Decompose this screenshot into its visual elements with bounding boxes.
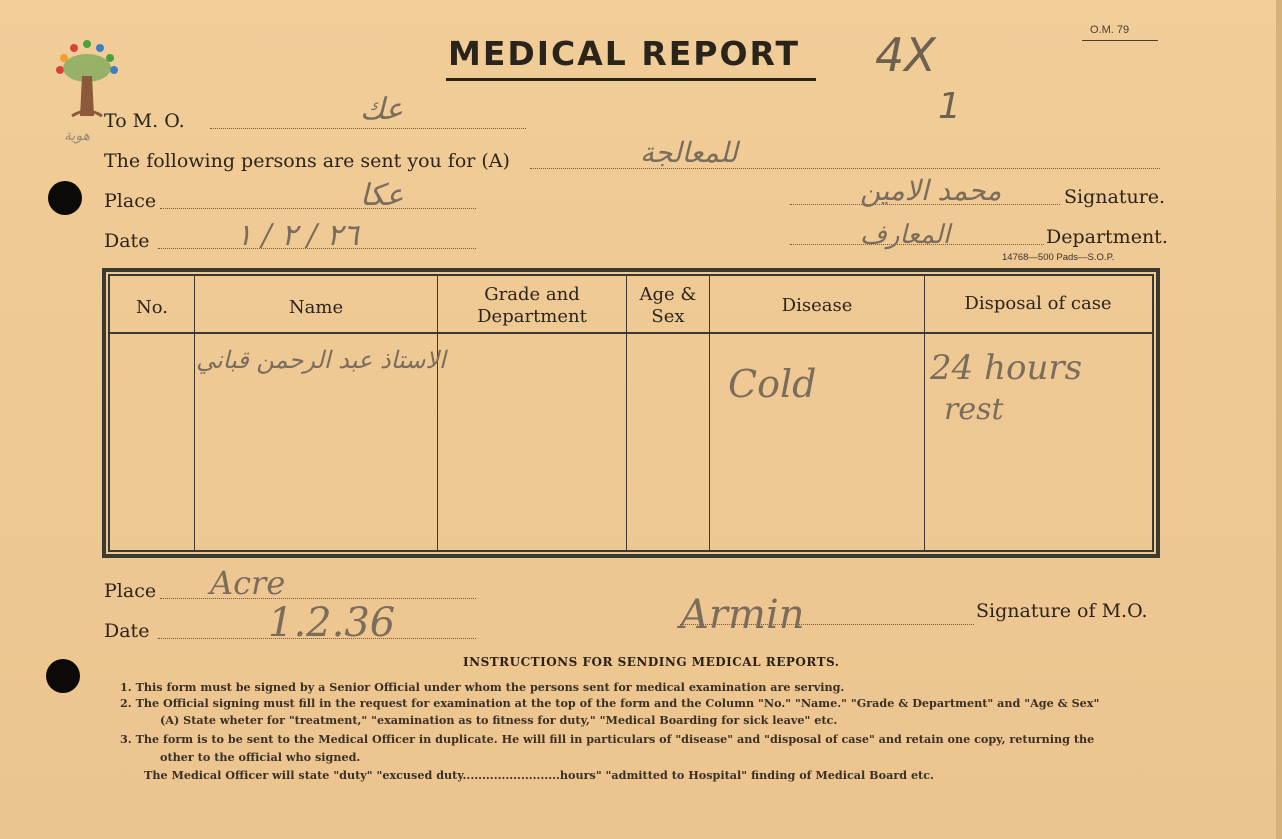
handwritten-ref-subnumber: 1 xyxy=(938,86,961,127)
row-disposal-value-2: rest xyxy=(944,392,1004,427)
title-underline xyxy=(446,78,816,81)
col-header-grade-line1: Grade and xyxy=(484,284,580,305)
to-mo-line xyxy=(210,128,526,129)
col-divider xyxy=(924,276,925,550)
following-label: The following persons are sent you for (A) xyxy=(104,150,510,172)
printer-note: 14768—500 Pads—S.O.P. xyxy=(1002,252,1115,263)
department-value: المعارف xyxy=(860,220,951,250)
form-code: O.M. 79 xyxy=(1090,24,1130,36)
mo-place-label: Place xyxy=(104,580,157,602)
purpose-line xyxy=(530,168,1160,169)
row-disposal-value-1: 24 hours xyxy=(930,348,1083,388)
handwritten-ref-number: 4X xyxy=(875,28,936,82)
department-label: Department. xyxy=(1046,226,1168,248)
purpose-value: للمعالجة xyxy=(640,136,738,169)
col-header-disposal: Disposal of case xyxy=(964,293,1112,314)
date-label: Date xyxy=(104,230,150,252)
place-label: Place xyxy=(104,190,157,212)
mo-place-value: Acre xyxy=(210,564,286,602)
instruction-item-3: 3. The form is to be sent to the Medical Officer in duplicate. He will fill in particulars of "disease" and "disposal of case" and retain one copy, returning the xyxy=(120,732,1095,746)
row-name-value: الاستاذ عبد الرحمن قباني xyxy=(196,346,446,374)
col-header-name: Name xyxy=(288,297,344,318)
mo-signature-value: Armin xyxy=(680,592,805,638)
instruction-item-3b: other to the official who signed. xyxy=(160,750,361,764)
page-title: MEDICAL REPORT xyxy=(448,34,800,73)
mo-date-label: Date xyxy=(104,620,150,642)
signature-value: محمد الامين xyxy=(860,174,1002,207)
punch-hole xyxy=(48,181,82,215)
instruction-item-1: 1. This form must be signed by a Senior Official under whom the persons sent for medical examination are serving. xyxy=(120,680,845,694)
instructions-title: INSTRUCTIONS FOR SENDING MEDICAL REPORTS. xyxy=(463,655,840,669)
col-header-grade-line2: Department xyxy=(477,306,587,327)
place-value: عكا xyxy=(360,178,404,213)
col-header-age-line1: Age & xyxy=(639,284,697,305)
instruction-item-4: The Medical Officer will state "duty" "excused duty.........................hours" "admitted to Hospital" finding of Medical Board etc. xyxy=(144,768,934,782)
signature-label: Signature. xyxy=(1064,186,1166,208)
to-mo-label: To M. O. xyxy=(104,110,185,132)
mo-signature-label: Signature of M.O. xyxy=(976,600,1148,622)
mo-place-line xyxy=(160,598,476,599)
col-header-age-line2: Sex xyxy=(651,306,685,327)
paper-edge xyxy=(1276,0,1282,839)
col-header-no: No. xyxy=(136,297,168,318)
col-divider xyxy=(709,276,710,550)
to-mo-value: عك xyxy=(360,92,404,127)
form-code-rule xyxy=(1082,40,1158,41)
mo-date-value: 1.2.36 xyxy=(268,600,396,646)
row-disease-value: Cold xyxy=(728,362,817,406)
col-header-grade xyxy=(438,284,626,328)
col-header-disease: Disease xyxy=(781,295,853,316)
watermark-text: هوية xyxy=(64,128,91,144)
col-header-age xyxy=(627,284,709,328)
punch-hole xyxy=(46,659,80,693)
table-header-divider xyxy=(110,332,1152,334)
instruction-item-2b: (A) State wheter for "treatment," "examination as to fitness for duty," "Medical Boarding for sick leave" etc. xyxy=(160,713,838,727)
date-value: ٢٦ / ٢ / ١ xyxy=(236,218,359,253)
instruction-item-2: 2. The Official signing must fill in the request for examination at the top of the form and the Column "No." "Name." "Grade & Department" and "Age & Sex" xyxy=(120,696,1100,710)
place-line xyxy=(160,208,476,209)
